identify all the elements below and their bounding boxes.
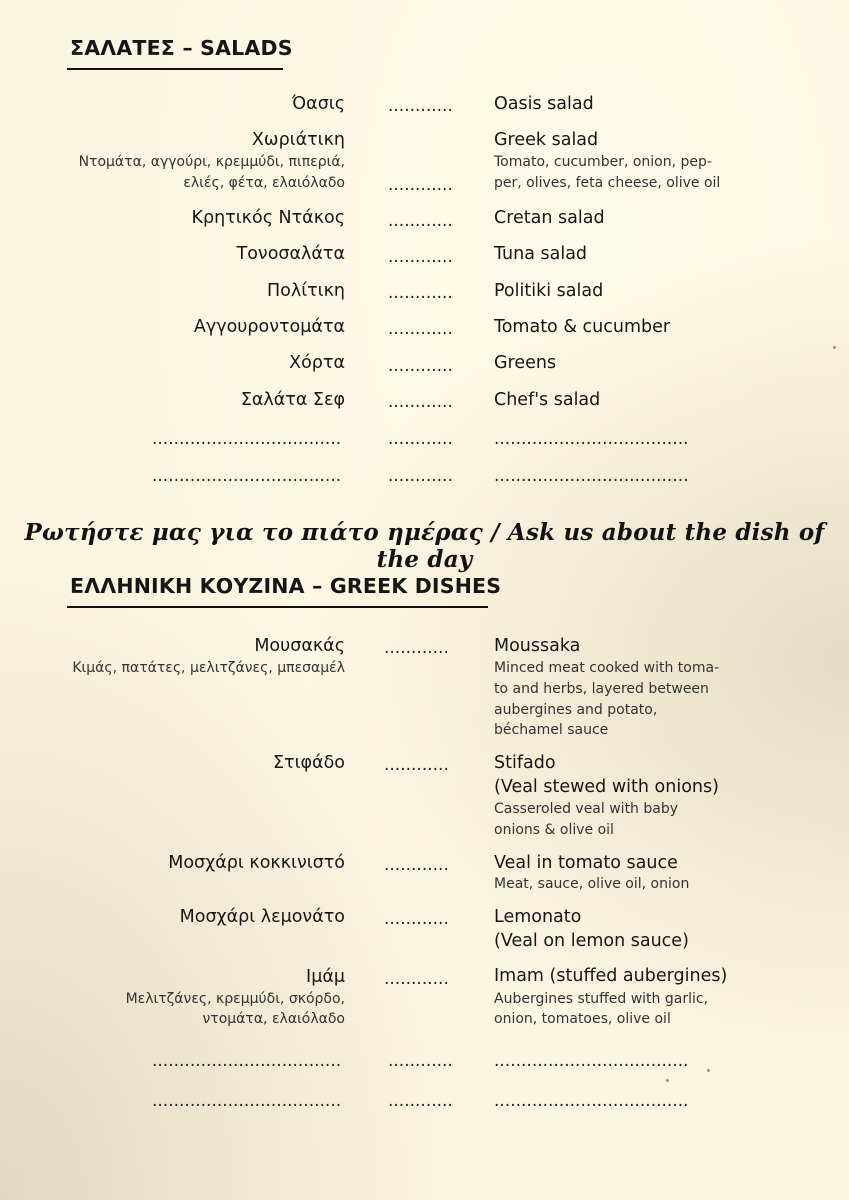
item-name-en: Imam (stuffed aubergines) [494,966,728,986]
paper-speck [707,1069,710,1072]
leader-dots: ............ [388,211,453,231]
item-name-en: Tomato & cucumber [494,317,671,337]
salads-heading-underline [67,68,283,70]
item-desc-en-line: Casseroled veal with baby [494,801,679,817]
item-name-en: Moussaka [494,636,581,656]
leader-dots: ............ [388,283,453,303]
item-desc-gr-line: Κιμάς, πατάτες, μελιτζάνες, μπεσαμέλ [72,660,345,676]
item-name-gr: Μοσχάρι λεμονάτο [179,907,345,927]
item-name-gr: Χόρτα [289,353,345,373]
item-desc-en-line: Tomato, cucumber, onion, pep- [494,154,712,170]
item-desc-en-line: Minced meat cooked with toma- [494,660,720,676]
blank-dots-mid: ............ [388,1091,453,1111]
leader-dots: ............ [388,319,453,339]
item-name-en: Greens [494,353,557,373]
leader-dots: ............ [384,909,449,929]
item-name-en-sub: (Veal on lemon sauce) [494,931,689,951]
leader-dots: ............ [388,96,453,116]
item-name-en: Oasis salad [494,94,594,114]
paper-speck [666,1079,669,1082]
item-name-gr: Τονοσαλάτα [236,244,345,264]
leader-dots: ............ [388,247,453,267]
item-name-gr: Όασις [291,94,345,114]
leader-dots: ............ [384,855,449,875]
salads-heading [70,36,293,63]
item-desc-en-line: Meat, sauce, olive oil, onion [494,876,690,892]
leader-dots: ............ [388,392,453,412]
item-name-en: Politiki salad [494,281,604,301]
blank-dots-right: .................................... [494,466,689,486]
leader-dots: ............ [388,175,453,195]
blank-dots-right: .................................... [494,1051,689,1071]
item-name-en: Stifado [494,753,556,773]
paper-speck [833,346,836,349]
greek-dishes-heading-underline [67,606,488,608]
item-name-en: Tuna salad [494,244,588,264]
item-name-gr: Στιφάδο [272,753,345,773]
blank-dots-left: ................................... [152,1051,342,1071]
item-name-en: Cretan salad [494,208,605,228]
item-name-en: Lemonato [494,907,582,927]
item-desc-gr-line: ντομάτα, ελαιόλαδο [202,1011,345,1027]
item-name-gr: Σαλάτα Σεφ [240,390,345,410]
item-desc-gr-line: Μελιτζάνες, κρεμμύδι, σκόρδο, [125,991,345,1007]
item-desc-en-line: onions & olive oil [494,822,614,838]
leader-dots: ............ [384,638,449,658]
blank-dots-mid: ............ [388,1051,453,1071]
item-name-en-sub: (Veal stewed with onions) [494,777,719,797]
item-desc-gr-line: Ντομάτα, αγγούρι, κρεμμύδι, πιπεριά, [78,154,345,170]
item-desc-gr-line: ελιές, φέτα, ελαιόλαδο [183,175,345,191]
item-desc-en-line: to and herbs, layered between [494,681,709,697]
greek-dishes-heading [70,574,501,601]
dish-of-the-day-tagline: Ρωτήστε μας για το πιάτο ημέρας / Ask us about the dish of the day [24,519,825,573]
leader-dots: ............ [388,356,453,376]
blank-dots-left: ................................... [152,429,342,449]
item-name-en: Veal in tomato sauce [494,853,678,873]
item-desc-en-line: Aubergines stuffed with garlic, [494,991,709,1007]
item-desc-en-line: aubergines and potato, [494,702,658,718]
leader-dots: ............ [384,755,449,775]
salads-heading-text: ΣΑΛΑΤΕΣ – SALADS [70,36,293,60]
item-name-en: Greek salad [494,130,599,150]
item-name-gr: Χωριάτικη [251,130,345,150]
blank-dots-mid: ............ [388,466,453,486]
leader-dots: ............ [384,969,449,989]
greek-dishes-heading-text: ΕΛΛΗΝΙΚΗ ΚΟΥΖΙΝΑ – GREEK DISHES [70,574,502,598]
item-name-gr: Αγγουροντομάτα [193,317,345,337]
item-desc-en-line: onion, tomatoes, olive oil [494,1011,671,1027]
blank-dots-mid: ............ [388,429,453,449]
item-desc-en-line: per, olives, feta cheese, olive oil [494,175,721,191]
blank-dots-left: ................................... [152,466,342,486]
blank-dots-right: .................................... [494,1091,689,1111]
item-desc-en-line: béchamel sauce [494,722,609,738]
blank-dots-left: ................................... [152,1091,342,1111]
blank-dots-right: .................................... [494,429,689,449]
item-name-en: Chef's salad [494,390,601,410]
item-name-gr: Πολίτικη [266,281,345,301]
item-name-gr: Μοσχάρι κοκκινιστό [168,853,345,873]
item-name-gr: Κρητικός Ντάκος [191,208,345,228]
item-name-gr: Μουσακάς [254,636,345,656]
item-name-gr: Ιμάμ [306,967,345,987]
